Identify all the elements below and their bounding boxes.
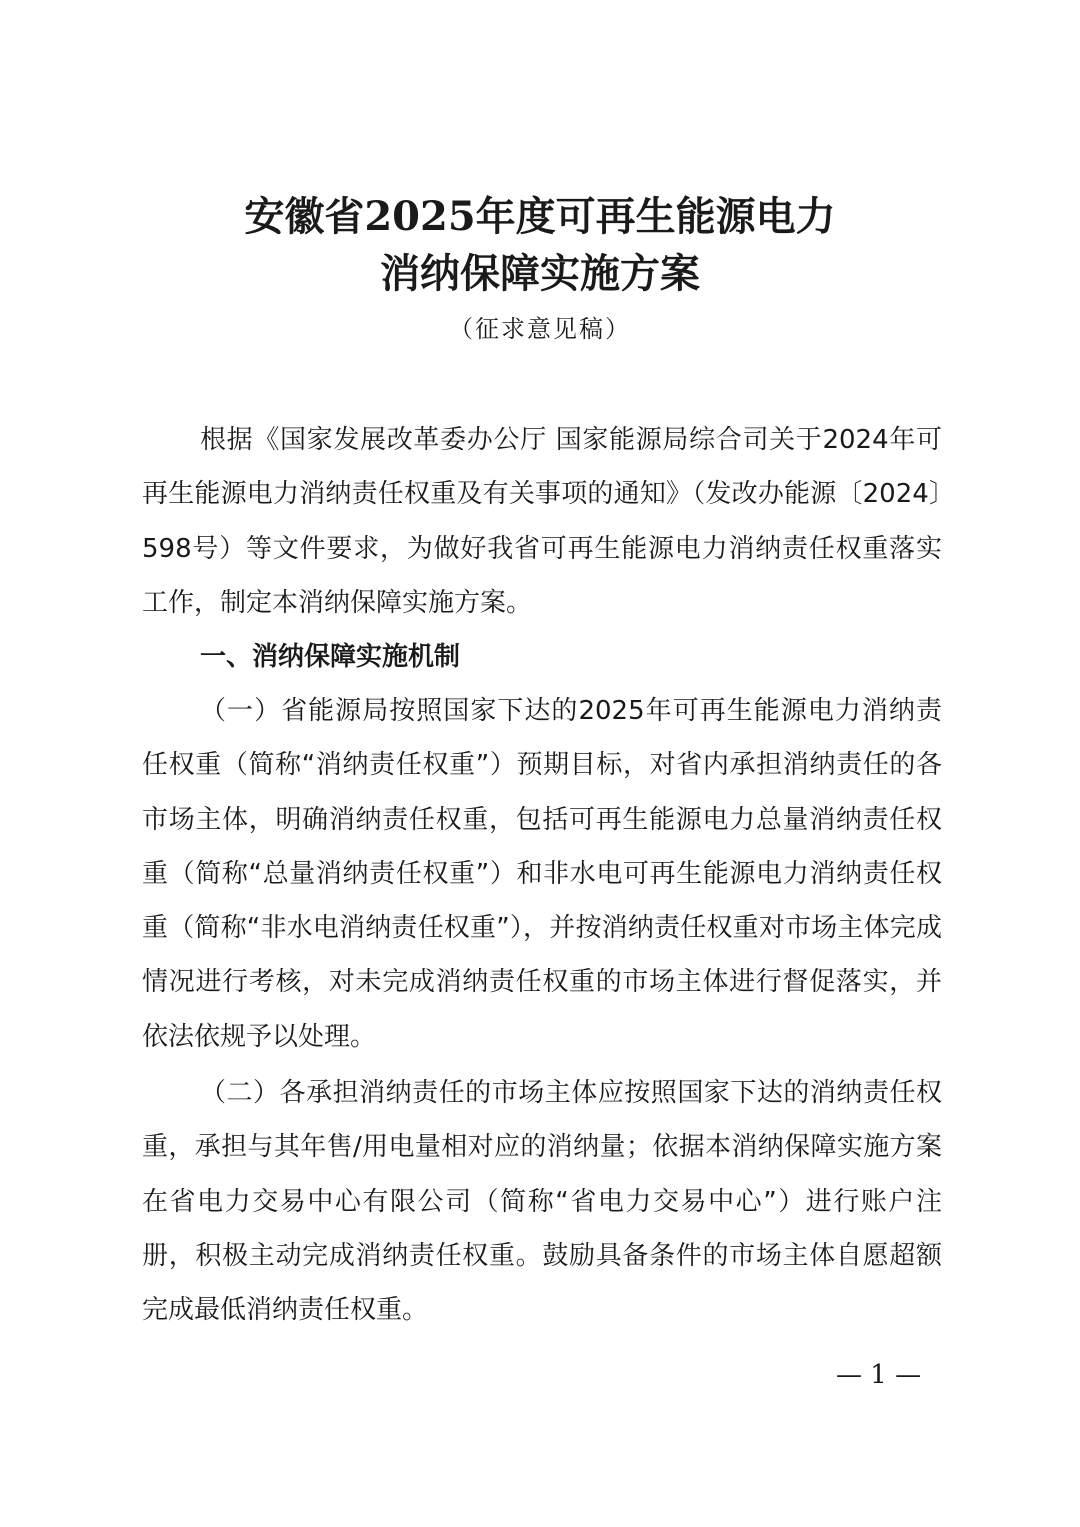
page-number: — 1 — — [836, 1360, 922, 1390]
section-heading: 一、消纳保障实施机制 — [200, 642, 461, 672]
paragraph-item-2: （二）各承担消纳责任的市场主体应按照国家下达的消纳责任权重，承担与其年售/用电量相对应的消纳量；依据本消纳保障实施方案在省电力交易中心有限公司（简称“省电力交易中心”）进行账户注册，积极主动完成消纳责任权重。鼓励具备条件的市场主体自愿超额完成最低消纳责任权重。 — [142, 1078, 942, 1326]
paragraph-preamble: 根据《国家发展改革委办公厅 国家能源局综合司关于2024年可再生能源电力消纳责任权重及有关事项的通知》（发改办能源〔2024〕598号）等文件要求，为做好我省可再生能源电力消纳责任权重落实工作，制定本消纳保障实施方案。 — [142, 425, 942, 618]
paragraph-item-1: （一）省能源局按照国家下达的2025年可再生能源电力消纳责任权重（简称“消纳责任权重”）预期目标，对省内承担消纳责任的各市场主体，明确消纳责任权重，包括可再生能源电力总量消纳责任权重（简称“总量消纳责任权重”）和非水电可再生能源电力消纳责任权重（简称“非水电消纳责任权重”），并按消纳责任权重对市场主体完成情况进行考核，对未完成消纳责任权重的市场主体进行督促落实，并依法依规予以处理。 — [142, 696, 942, 1052]
document-title-line-2: 消纳保障实施方案 — [380, 250, 700, 297]
document-subtitle: （征求意见稿） — [449, 315, 631, 343]
document-title-line-1: 安徽省2025年度可再生能源电力 — [244, 193, 836, 240]
